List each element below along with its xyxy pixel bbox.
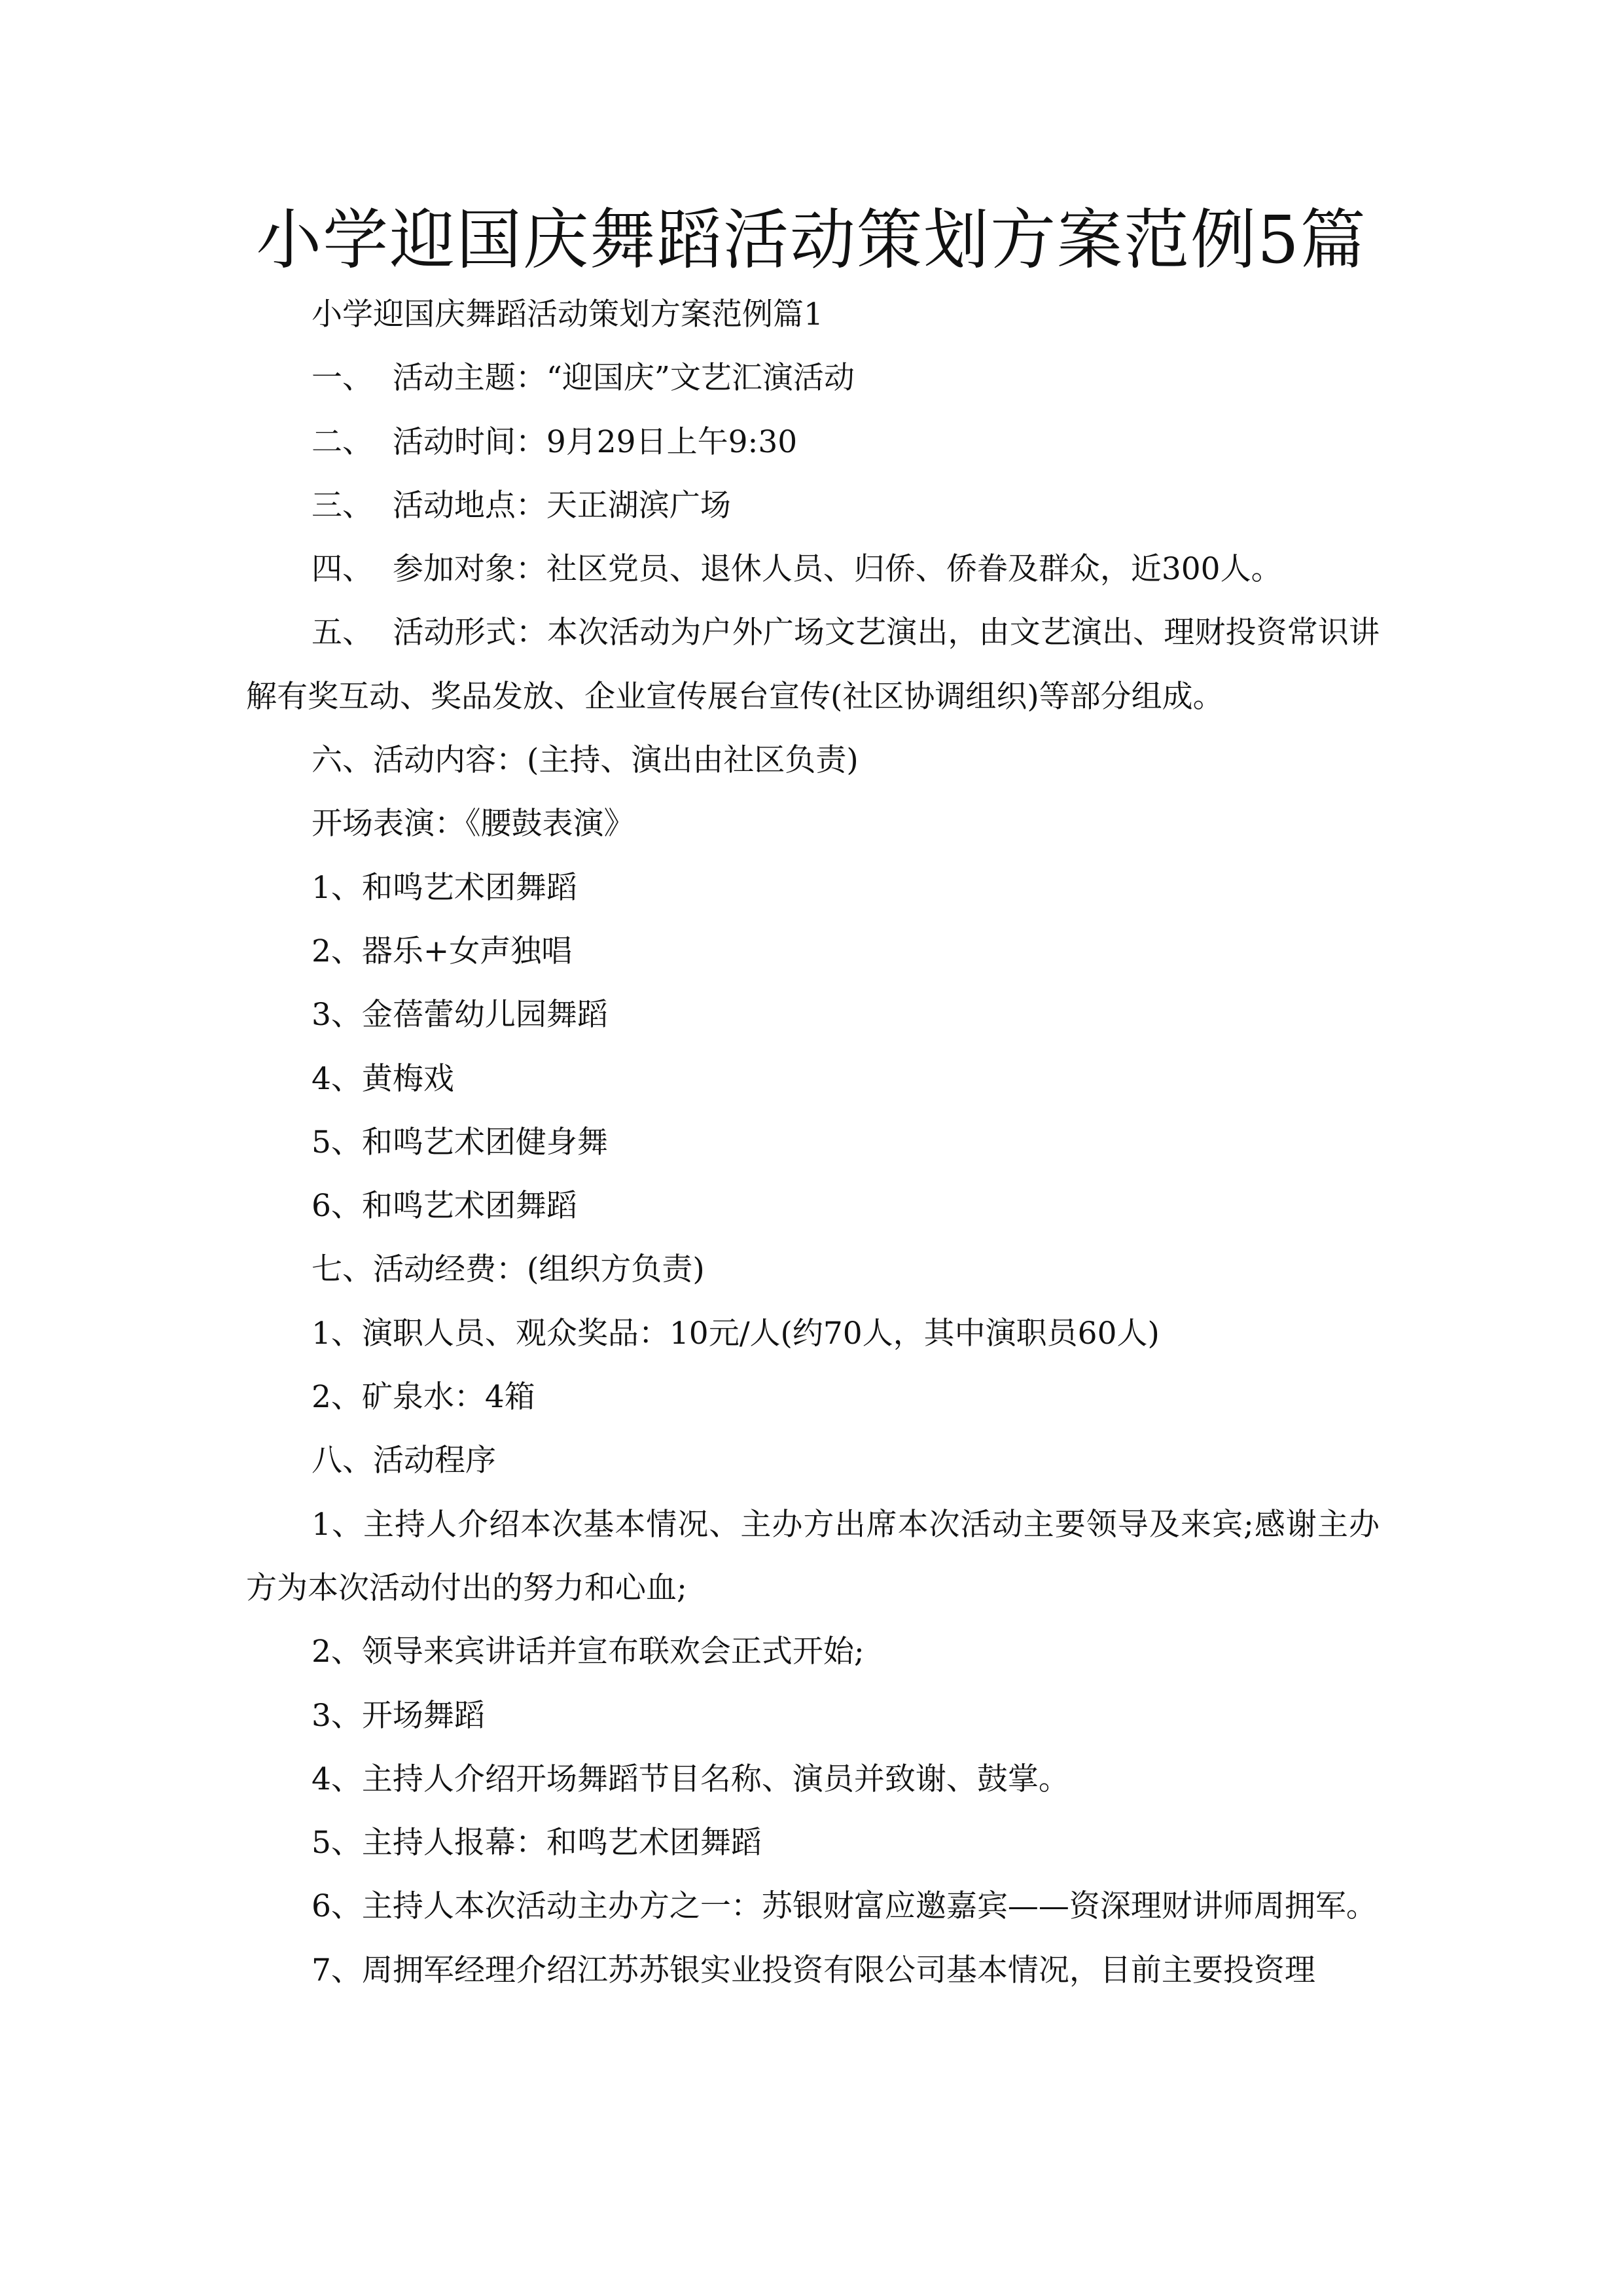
paragraph: 一、 活动主题：“迎国庆”文艺汇演活动	[312, 360, 855, 397]
document-body	[246, 283, 1380, 2002]
paragraph: 1、主持人介绍本次基本情况、主办方出席本次活动主要领导及来宾;感谢主办方为本次活动付出的努力和心血;	[246, 1506, 1380, 1606]
paragraph: 5、主持人报幕：和鸣艺术团舞蹈	[312, 1825, 762, 1861]
paragraph: 6、和鸣艺术团舞蹈	[312, 1188, 577, 1225]
paragraph: 三、 活动地点：天正湖滨广场	[312, 487, 731, 524]
paragraph: 4、主持人介绍开场舞蹈节目名称、演员并致谢、鼓掌。	[312, 1761, 1069, 1797]
paragraph: 八、活动程序	[312, 1443, 496, 1479]
paragraph: 二、 活动时间：9月29日上午9:30	[312, 423, 798, 460]
paragraph: 开场表演：《腰鼓表演》	[312, 806, 635, 842]
paragraph: 2、领导来宾讲话并宣布联欢会正式开始;	[312, 1634, 865, 1670]
paragraph: 2、矿泉水：4箱	[312, 1379, 535, 1416]
paragraph: 5、和鸣艺术团健身舞	[312, 1124, 608, 1160]
paragraph: 2、器乐+女声独唱	[312, 933, 573, 969]
paragraph: 3、开场舞蹈	[312, 1697, 485, 1734]
paragraph: 小学迎国庆舞蹈活动策划方案范例篇1	[312, 296, 823, 332]
paragraph: 五、 活动形式：本次活动为户外广场文艺演出，由文艺演出、理财投资常识讲解有奖互动、奖品发放、企业宣传展台宣传(社区协调组织)等部分组成。	[246, 615, 1380, 715]
paragraph: 4、黄梅戏	[312, 1060, 454, 1097]
document-title: 小学迎国庆舞蹈活动策划方案范例5篇	[256, 202, 1367, 278]
paragraph: 七、活动经费：(组织方负责)	[312, 1251, 705, 1288]
paragraph: 3、金蓓蕾幼儿园舞蹈	[312, 997, 608, 1033]
paragraph: 四、 参加对象：社区党员、退休人员、归侨、侨眷及群众，近300人。	[312, 551, 1282, 588]
paragraph: 7、周拥军经理介绍江苏苏银实业投资有限公司基本情况，目前主要投资理	[312, 1952, 1315, 1988]
paragraph: 1、和鸣艺术团舞蹈	[312, 869, 577, 906]
paragraph: 6、主持人本次活动主办方之一：苏银财富应邀嘉宾——资深理财讲师周拥军。	[312, 1888, 1377, 1925]
paragraph: 1、演职人员、观众奖品：10元/人(约70人，其中演职员60人)	[312, 1315, 1160, 1352]
paragraph: 六、活动内容：(主持、演出由社区负责)	[312, 742, 859, 779]
